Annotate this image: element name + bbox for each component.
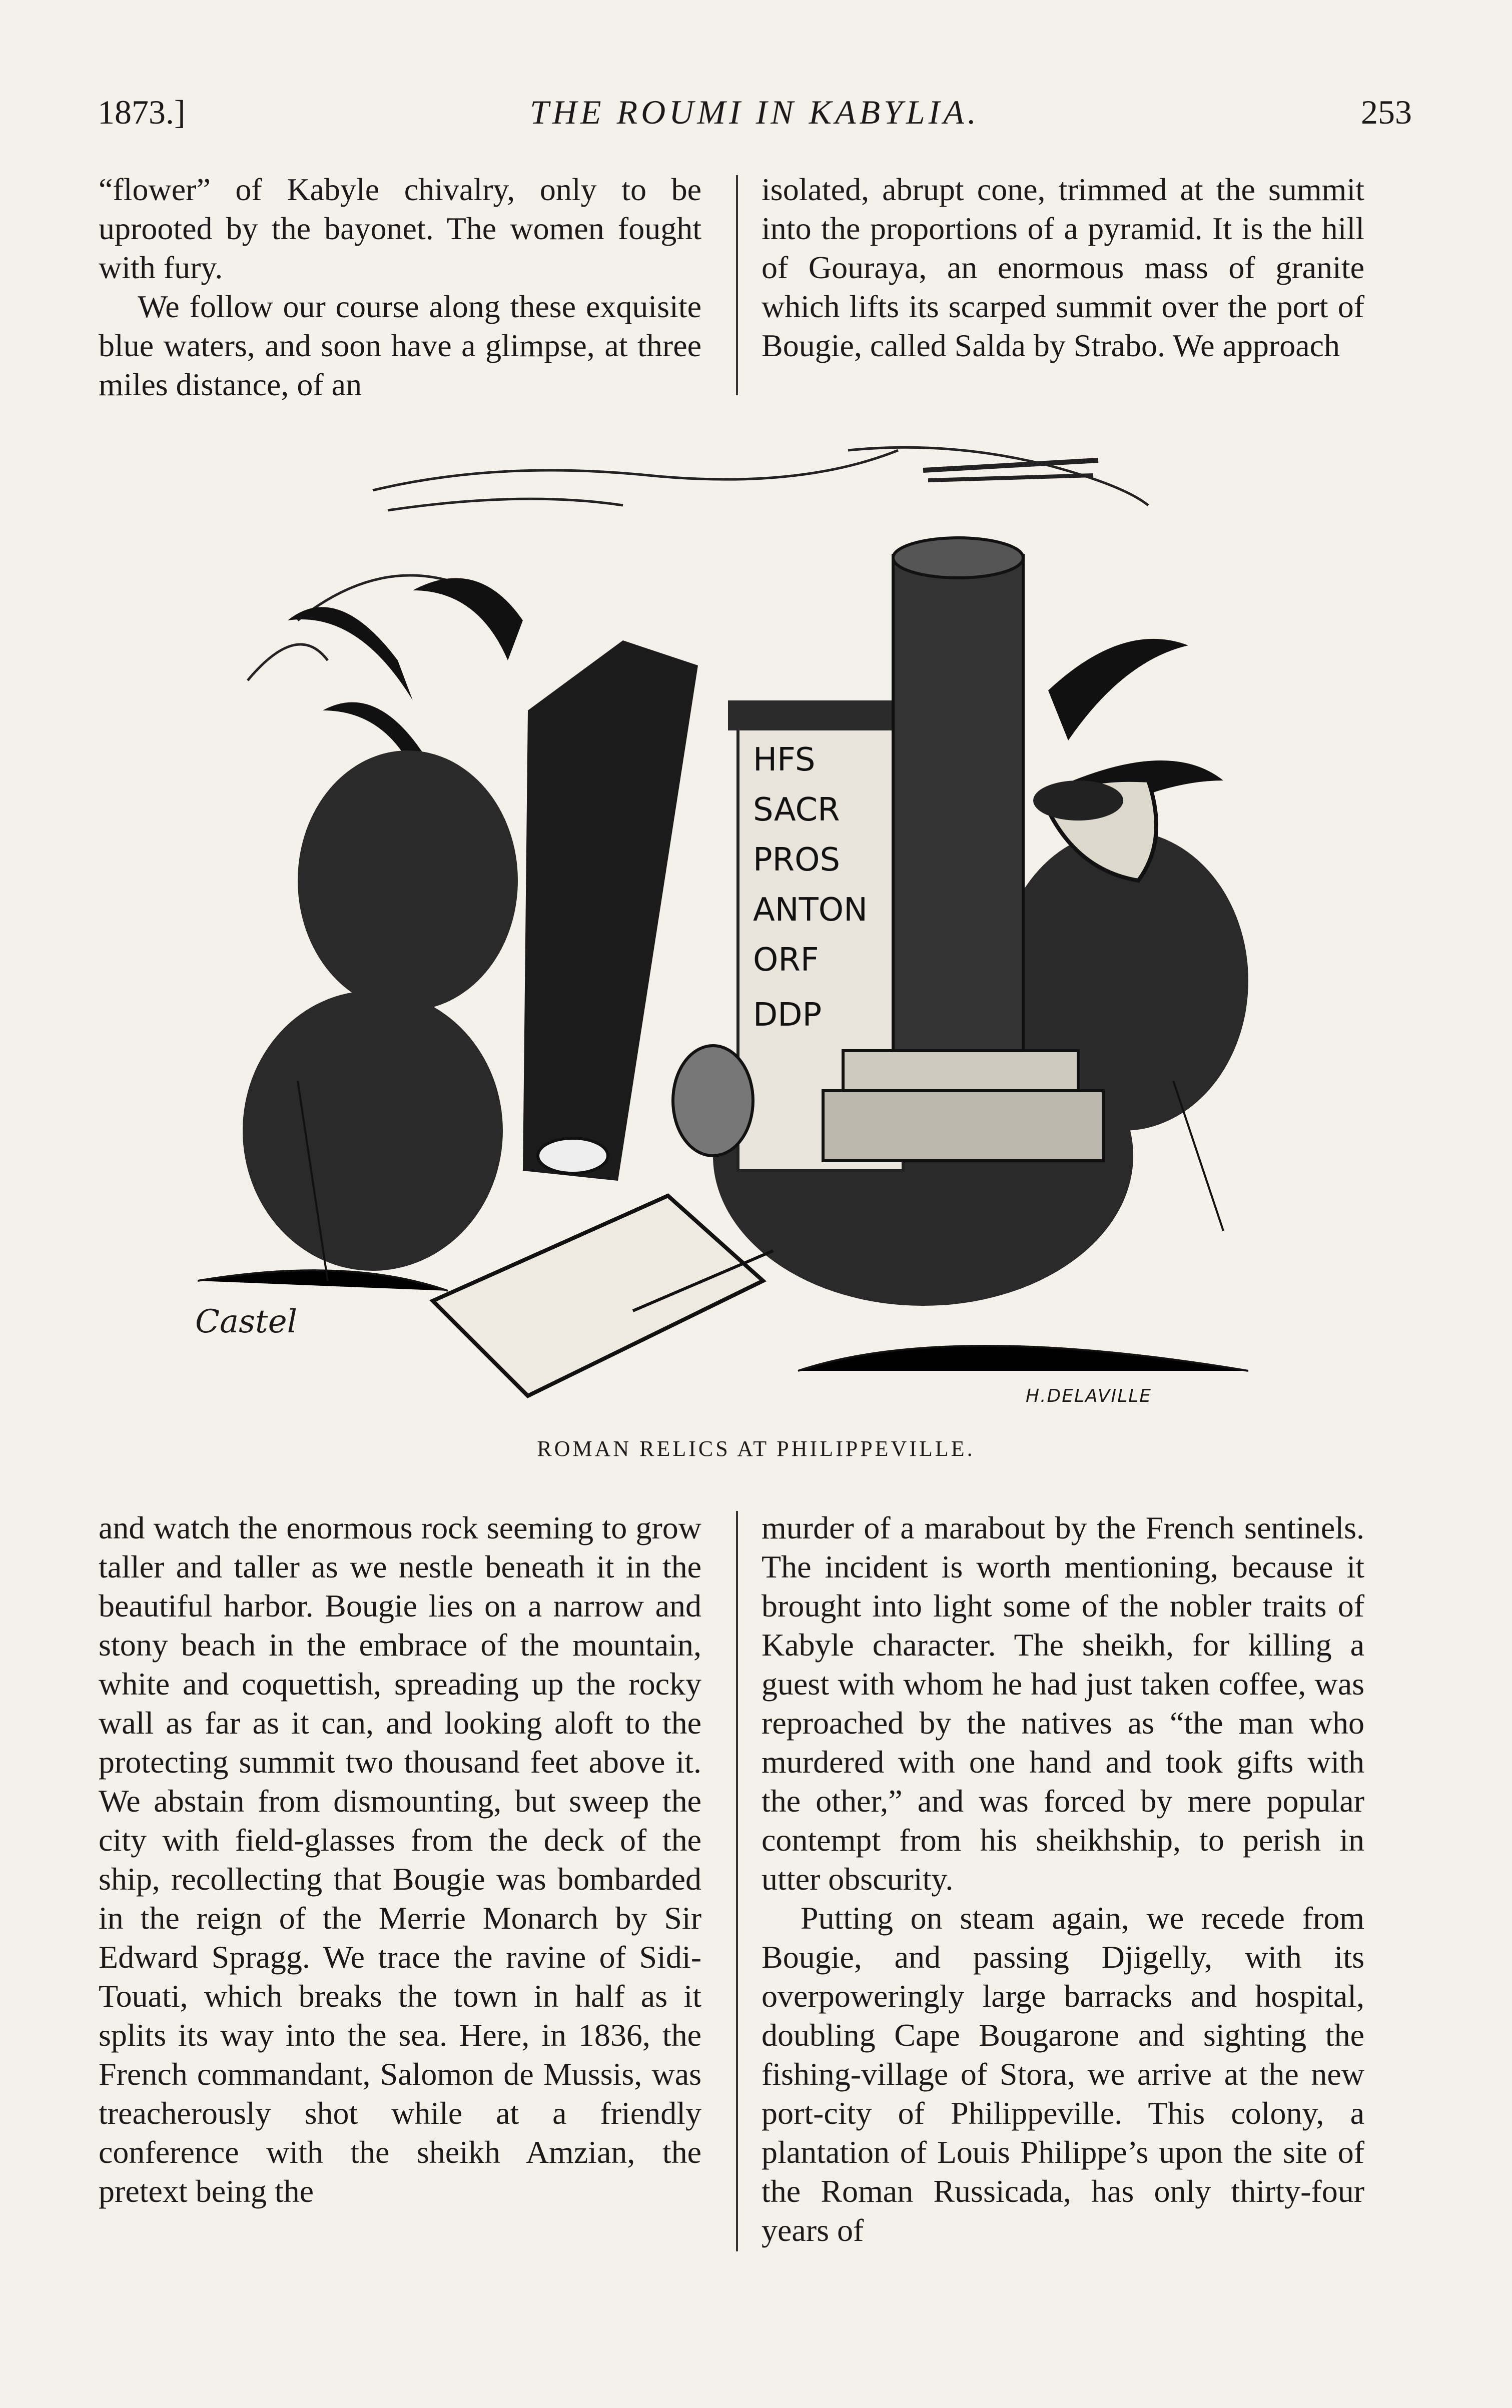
column-bottom-right	[762, 1508, 1364, 2250]
inscription-line: DDP	[753, 997, 822, 1034]
figure-caption: ROMAN RELICS AT PHILIPPEVILLE.	[537, 1436, 975, 1461]
column-top-left	[99, 170, 701, 404]
column-divider-bottom	[736, 1511, 738, 2251]
paragraph: We follow our course along these exquisite blue waters, and soon have a glimpse, at three miles distance, of an	[99, 289, 701, 402]
column-top-right	[762, 170, 1364, 365]
header-title: THE ROUMI IN KABYLIA.	[530, 93, 980, 131]
paragraph: isolated, abrupt cone, trimmed at the summit into the proportions of a pyramid. It is the hill of Gouraya, an enormous mass of granite which lifts its scarped summit over the port of Bougie, called Salda by Strabo. We approach	[762, 172, 1364, 363]
inscription-line: HFS	[753, 741, 816, 778]
inscription-line: ANTON	[753, 892, 868, 929]
inscription-line: PROS	[753, 842, 841, 879]
inscription-line: ORF	[753, 942, 819, 979]
inscription-line: SACR	[753, 791, 840, 829]
paragraph: Putting on steam again, we recede from Bougie, and passing Djigelly, with its overpoweringly large barracks and hospital, doubling Cape Bougarone and sighting the fishing-village of Stora, we arrive at the new port-city of Philippeville. This colony, a plantation of Louis Philippe’s upon the site of the Roman Russicada, has only thirty-four years of	[762, 1900, 1364, 2248]
paragraph: and watch the enormous rock seeming to grow taller and taller as we nestle beneath it in the beautiful harbor. Bougie lies on a narrow and stony beach in the embrace of the mountain, white and coquettish, spreading up the rocky wall as far as it can, and looking aloft to the protecting summit two thousand feet above it. We abstain from dismounting, but sweep the city with field-glasses from the deck of the ship, recollecting that Bougie was bombarded in the reign of the Merrie Monarch by Sir Edward Spragg. We trace the ravine of Sidi-Touati, which breaks the town in half as it splits its way into the sea. Here, in 1836, the French commandant, Salomon de Mussis, was treacherously shot while at a friendly conference with the sheikh Amzian, the pretext being the	[99, 1510, 701, 2209]
paragraph: murder of a marabout by the French sentinels. The incident is worth mentioning, because it brought into light some of the nobler traits of Kabyle character. The sheikh, for killing a guest with whom he had just taken coffee, was reproached by the natives as “the man who murdered with one hand and took gifts with the other,” and was forced by mere popular contempt from his sheikhship, to perish in utter obscurity.	[762, 1510, 1364, 1897]
column-divider-top	[736, 175, 738, 395]
illustration-roman-relics	[198, 430, 1271, 1411]
paragraph: “flower” of Kabyle chivalry, only to be uprooted by the bayonet. The women fought with fury.	[99, 172, 701, 285]
illustrator-signature: Castel	[195, 1303, 298, 1340]
running-head	[98, 93, 1412, 138]
header-year: 1873.]	[98, 93, 186, 131]
engraver-signature: H.DELAVILLE	[1026, 1386, 1152, 1406]
page-number: 253	[1361, 93, 1412, 131]
column-bottom-left	[99, 1508, 701, 2211]
